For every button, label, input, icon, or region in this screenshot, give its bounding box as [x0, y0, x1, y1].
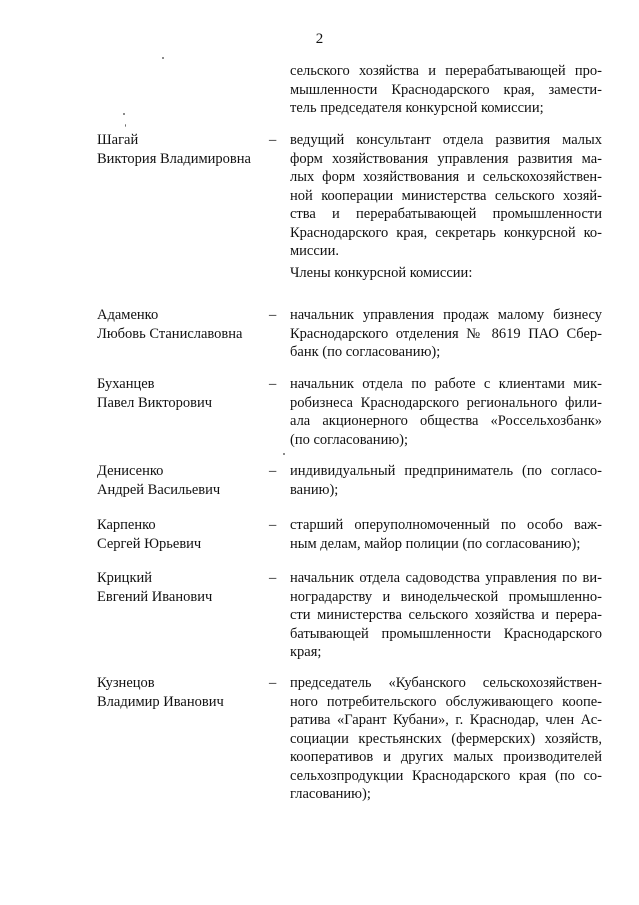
text-line: сти министерства сельского хозяйства и перера-: [290, 607, 602, 623]
text-line: робизнеса Краснодарского регионального фили-: [290, 394, 602, 411]
text-line: (по согласованию);: [290, 431, 409, 448]
text-line: мышленности Краснодарского края, замести-: [290, 81, 602, 98]
given-names: Любовь Станиславовна: [97, 325, 243, 342]
given-names: Андрей Васильевич: [97, 481, 221, 498]
text-line: края;: [290, 644, 322, 660]
member-description: [290, 569, 602, 662]
member-description: [290, 516, 602, 553]
text-line: ного потребительского обслуживающего коопе-: [290, 693, 602, 710]
secretary-name: [97, 131, 277, 168]
given-names: Евгений Иванович: [97, 588, 213, 605]
surname: Буханцев: [97, 376, 155, 392]
text-line: форм хозяйствования управления развития ма-: [290, 150, 602, 167]
text-line: ным делам, майор полиции (по согласованию);: [290, 535, 581, 552]
page-number: 2: [315, 31, 324, 47]
dash: –: [269, 376, 277, 392]
scan-speck: [123, 113, 125, 115]
scan-speck: [125, 124, 126, 127]
surname: Адаменко: [97, 307, 159, 323]
given-names: Сергей Юрьевич: [97, 535, 202, 552]
text-line: ванию);: [290, 481, 339, 498]
dash: –: [269, 463, 277, 479]
text-line: ведущий консультант отдела развития малых: [290, 132, 602, 148]
text-line: банк (по согласованию);: [290, 344, 441, 360]
text-line: ратива «Гарант Кубани», г. Краснодар, член Ас-: [290, 712, 602, 728]
text-line: ной кооперации министерства сельского хозяй-: [290, 187, 602, 204]
surname: Кузнецов: [97, 675, 155, 691]
dash: –: [269, 517, 277, 533]
text-line: тель председателя конкурсной комиссии;: [290, 100, 544, 116]
text-line: ноградарству и винодельческой промышленно-: [290, 588, 602, 605]
member-name: [97, 674, 277, 711]
member-name: [97, 569, 277, 606]
scan-speck: [283, 453, 285, 455]
text-line: старший оперуполномоченный по особо важ-: [290, 517, 602, 533]
text-line: Краснодарского края, секретарь конкурсной ко-: [290, 224, 602, 241]
secretary-description: [290, 131, 602, 261]
text-line: сельского хозяйства и перерабатывающей про-: [290, 63, 602, 79]
member-name: [97, 375, 277, 412]
member-description: [290, 306, 602, 362]
text-line: Краснодарского отделения № 8619 ПАО Сбер-: [290, 325, 602, 342]
text-line: миссии.: [290, 243, 339, 259]
member-description: [290, 375, 602, 449]
surname: Карпенко: [97, 517, 156, 533]
text-line: индивидуальный предприниматель (по согласо-: [290, 463, 602, 479]
text-line: лых форм хозяйствования и сельскохозяйствен-: [290, 169, 602, 185]
member-name: [97, 306, 277, 343]
surname: Крицкий: [97, 570, 153, 586]
member-name: [97, 462, 277, 499]
scan-speck: [162, 57, 164, 59]
dash: –: [269, 132, 277, 148]
member-description: [290, 674, 602, 804]
surname: Шагай: [97, 132, 139, 148]
text-line: гласованию);: [290, 786, 371, 802]
text-line: ства и перерабатывающей промышленности: [290, 206, 602, 222]
members-heading: Члены конкурсной комиссии:: [290, 265, 473, 281]
text-line: председатель «Кубанского сельскохозяйствен-: [290, 675, 602, 691]
text-line: сельхозпродукции Краснодарского края (по со-: [290, 767, 602, 784]
dash: –: [269, 570, 277, 586]
member-description: [290, 462, 602, 499]
text-line: ала акционерного общества «Россельхозбанк»: [290, 413, 602, 429]
dash: –: [269, 307, 277, 323]
text-line: кооперативов и других малых производителей: [290, 749, 602, 765]
text-line: батывающей промышленности Краснодарского: [290, 625, 602, 642]
continuation-text: [290, 62, 602, 118]
given-names: Владимир Иванович: [97, 693, 224, 710]
given-names: Павел Викторович: [97, 394, 213, 411]
given-names: Виктория Владимировна: [97, 150, 251, 167]
text-line: начальник отдела садоводства управления по ви-: [290, 570, 602, 586]
dash: –: [269, 675, 277, 691]
text-line: начальник управления продаж малому бизнесу: [290, 307, 602, 323]
surname: Денисенко: [97, 463, 164, 479]
text-line: начальник отдела по работе с клиентами мик-: [290, 376, 602, 392]
member-name: [97, 516, 277, 553]
text-line: социации крестьянских (фермерских) хозяйств,: [290, 730, 602, 747]
